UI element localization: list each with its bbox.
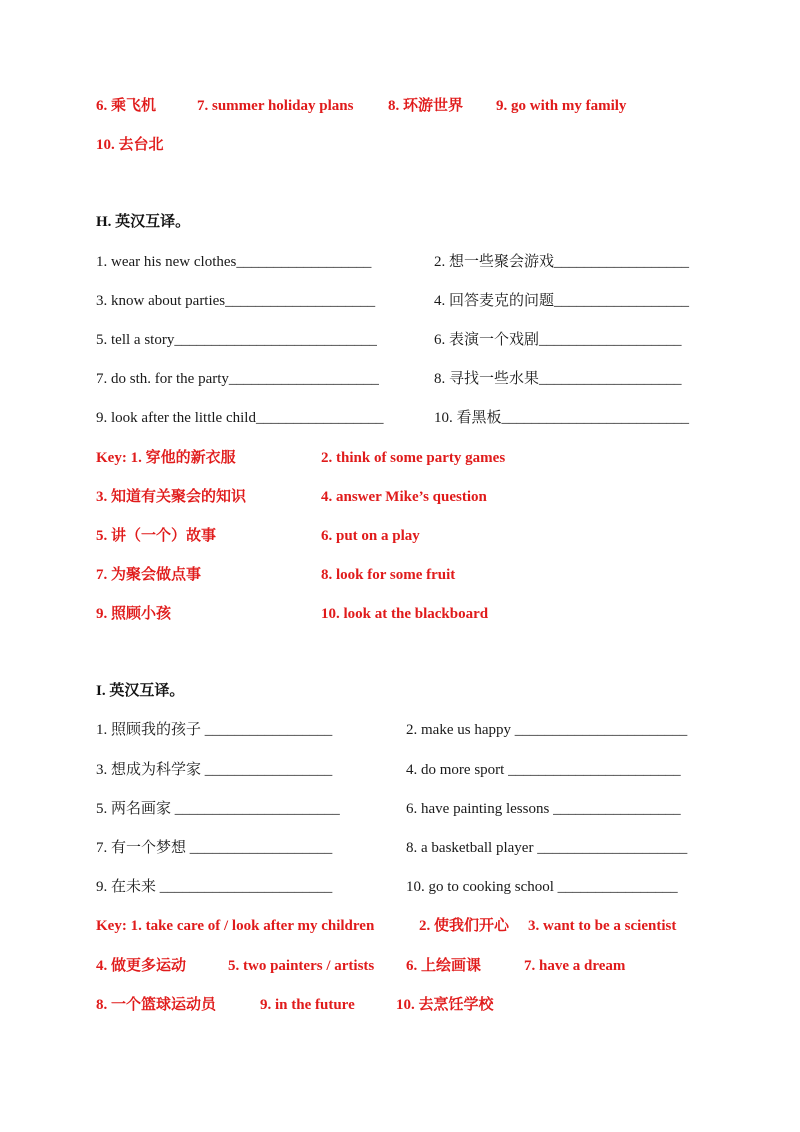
section-h-item-5: 5. tell a story___________________________ [96, 332, 377, 348]
section-h-key-5: 5. 讲（一个）故事 [96, 528, 217, 544]
section-i-key-5: 5. two painters / artists [228, 958, 375, 974]
section-h-item-3: 3. know about parties____________________ [96, 293, 376, 309]
section-i-item-7: 7. 有一个梦想 ___________________ [96, 840, 333, 856]
section-h-key-8: 8. look for some fruit [321, 567, 456, 583]
section-h-key-9: 9. 照顾小孩 [96, 606, 172, 622]
section-i-item-6: 6. have painting lessons _________________ [406, 801, 681, 817]
section-h-item-7: 7. do sth. for the party____________________ [96, 371, 379, 387]
section-i-item-9: 9. 在未来 _______________________ [96, 879, 333, 895]
section-i-key-7: 7. have a dream [524, 958, 626, 974]
section-i-item-5: 5. 两名画家 ______________________ [96, 801, 340, 817]
section-i-item-10: 10. go to cooking school ________________ [406, 879, 678, 895]
section-i-key-4: 4. 做更多运动 [96, 958, 187, 974]
section-i-key-2: 2. 使我们开心 [419, 918, 510, 934]
section-i-item-1: 1. 照顾我的孩子 _________________ [96, 722, 333, 738]
section-h-key-1: Key: 1. 穿他的新衣服 [96, 450, 236, 466]
section-h-item-10: 10. 看黑板_________________________ [434, 410, 690, 426]
section-h-key-7: 7. 为聚会做点事 [96, 567, 202, 583]
section-i-item-2: 2. make us happy _______________________ [406, 722, 688, 738]
section-i-key-6: 6. 上绘画课 [406, 958, 482, 974]
section-h-item-1: 1. wear his new clothes__________________ [96, 254, 372, 270]
section-i-title: I. 英汉互译。 [96, 683, 185, 699]
section-h-item-2: 2. 想一些聚会游戏__________________ [434, 254, 690, 270]
section-i-key-9: 9. in the future [260, 997, 355, 1013]
section-h-key-3: 3. 知道有关聚会的知识 [96, 489, 247, 505]
section-h-key-2: 2. think of some party games [321, 450, 506, 466]
section-h-item-4: 4. 回答麦克的问题__________________ [434, 293, 690, 309]
section-i-item-4: 4. do more sport _______________________ [406, 762, 681, 778]
section-i-item-3: 3. 想成为科学家 _________________ [96, 762, 333, 778]
section-h-item-9: 9. look after the little child_________________ [96, 410, 384, 426]
section-h-key-4: 4. answer Mike’s question [321, 489, 487, 505]
prev-key-item-9: 9. go with my family [496, 98, 627, 114]
section-i-key-1: Key: 1. take care of / look after my children [96, 918, 375, 934]
section-h-key-6: 6. put on a play [321, 528, 420, 544]
section-i-key-10: 10. 去烹饪学校 [396, 997, 494, 1013]
prev-key-item-10: 10. 去台北 [96, 137, 164, 153]
section-h-item-6: 6. 表演一个戏剧___________________ [434, 332, 682, 348]
section-h-title: H. 英汉互译。 [96, 214, 191, 230]
section-i-key-8: 8. 一个篮球运动员 [96, 997, 217, 1013]
section-i-item-8: 8. a basketball player ____________________ [406, 840, 688, 856]
section-h-key-10: 10. look at the blackboard [321, 606, 489, 622]
prev-key-item-6: 6. 乘飞机 [96, 98, 157, 114]
section-i-key-3: 3. want to be a scientist [528, 918, 677, 934]
prev-key-item-8: 8. 环游世界 [388, 98, 464, 114]
prev-key-item-7: 7. summer holiday plans [197, 98, 354, 114]
section-h-item-8: 8. 寻找一些水果___________________ [434, 371, 682, 387]
